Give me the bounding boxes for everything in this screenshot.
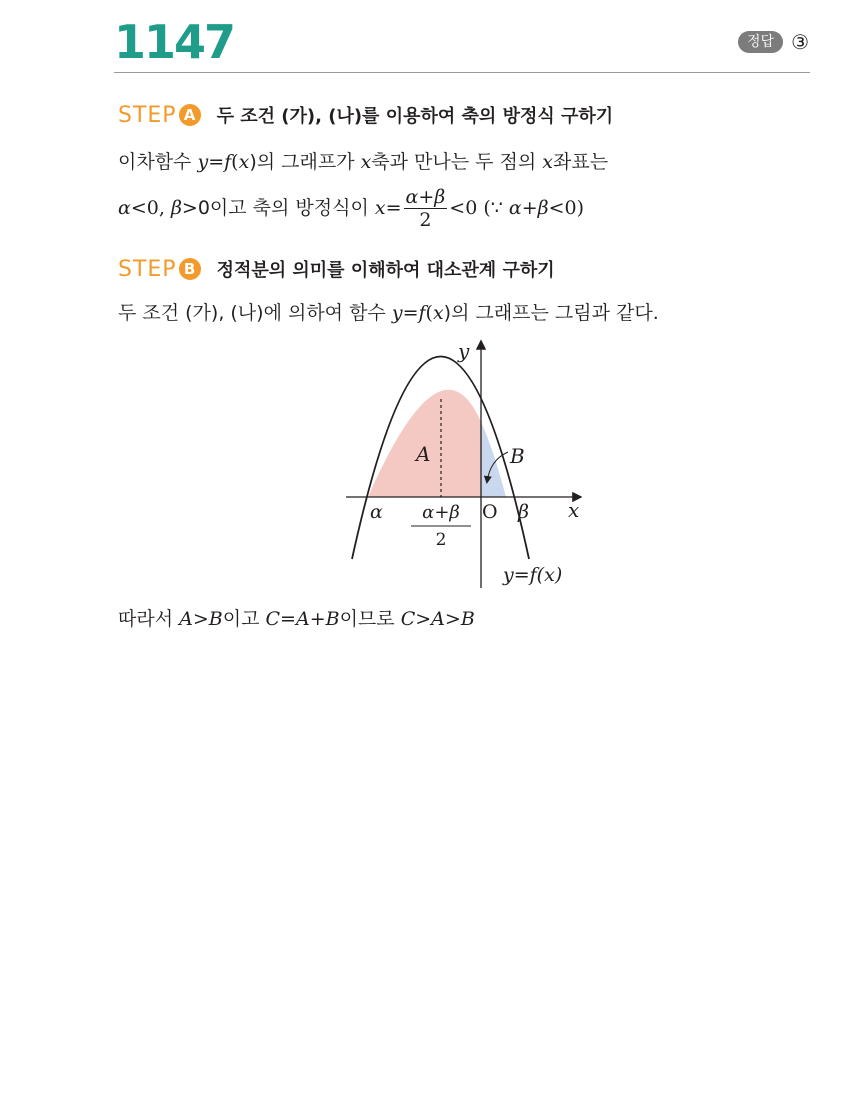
math-var: y (391, 302, 403, 324)
answer-badge: 정답 (738, 31, 783, 53)
text: >0이고 축의 방정식이 (181, 197, 375, 219)
math-op: > (415, 608, 432, 630)
math-var: x (360, 151, 372, 173)
math-var: f (224, 151, 232, 173)
math-var: β (170, 197, 182, 219)
text: 좌표는 (553, 151, 609, 173)
header-divider (114, 72, 810, 73)
fraction-numerator: α+β (405, 186, 446, 208)
y-axis-label: y (458, 339, 470, 363)
math-var: f (418, 302, 426, 324)
step-b-heading (118, 256, 555, 282)
alpha-label: α (370, 501, 383, 523)
math-var: y (197, 151, 209, 173)
math-op: + (309, 608, 326, 630)
text: 축과 만나는 두 점의 (371, 151, 543, 173)
math-var: C (400, 608, 416, 630)
math-op: = (402, 302, 419, 324)
math-var: B (208, 608, 223, 630)
text: 따라서 (118, 608, 180, 630)
midpoint-numerator: α+β (422, 502, 460, 523)
step-b-label: STEP (118, 256, 177, 282)
step-b-badge-icon: B (179, 258, 201, 280)
text: 이고 (222, 608, 266, 630)
math-var: α (118, 197, 131, 219)
problem-number: 1147 (114, 15, 235, 69)
step-a-heading (118, 102, 613, 128)
step-a-line-2 (118, 186, 584, 231)
parabola-graph (330, 330, 600, 600)
text: 두 조건 (가), (나)에 의하여 함수 (118, 302, 392, 324)
step-b-line-1 (118, 298, 659, 325)
math-var: A (179, 608, 193, 630)
math-var: α (508, 197, 522, 219)
math-op: > (444, 608, 461, 630)
step-b-title: 정적분의 의미를 이해하여 대소관계 구하기 (216, 260, 555, 281)
step-a-badge-icon: A (179, 104, 201, 126)
step-a-title: 두 조건 (가), (나)를 이용하여 축의 방정식 구하기 (216, 106, 614, 127)
text: 이므로 (339, 608, 401, 630)
beta-label: β (518, 501, 529, 523)
math-op: = (385, 197, 402, 219)
answer-box (738, 31, 809, 53)
math-op: = (208, 151, 225, 173)
math-op: + (521, 197, 538, 219)
step-a-line-1 (118, 147, 608, 174)
math-var: B (325, 608, 340, 630)
math-var: C (265, 608, 281, 630)
text: 이차함수 (118, 151, 198, 173)
math-op: <0) (548, 197, 585, 219)
math-op: ( (425, 302, 433, 324)
math-var: x (238, 151, 250, 173)
origin-label: O (482, 501, 498, 523)
math-op: = (280, 608, 296, 630)
math-var: x (542, 151, 554, 173)
math-var: B (460, 608, 475, 630)
step-a-label: STEP (118, 102, 177, 128)
conclusion-line (118, 604, 475, 631)
math-op: > (192, 608, 209, 630)
region-a-label: A (416, 442, 431, 466)
fraction-denominator: 2 (419, 209, 432, 231)
text: )의 그래프가 (249, 151, 361, 173)
math-op: <0 (∵ (449, 197, 509, 219)
math-op: <0, (130, 197, 171, 219)
math-var: x (374, 197, 386, 219)
x-axis-label: x (568, 498, 580, 522)
math-var: A (295, 608, 310, 630)
math-op: ( (231, 151, 239, 173)
text: )의 그래프는 그림과 같다. (443, 302, 659, 324)
math-var: A (431, 608, 445, 630)
midpoint-denominator: 2 (435, 530, 447, 550)
axis-fraction (404, 186, 448, 231)
math-var: β (537, 197, 549, 219)
region-b-label: B (510, 444, 525, 468)
math-var: x (432, 302, 444, 324)
answer-value: ③ (791, 30, 809, 54)
curve-label: y=f(x) (503, 564, 563, 586)
region-b-fill (481, 422, 506, 497)
